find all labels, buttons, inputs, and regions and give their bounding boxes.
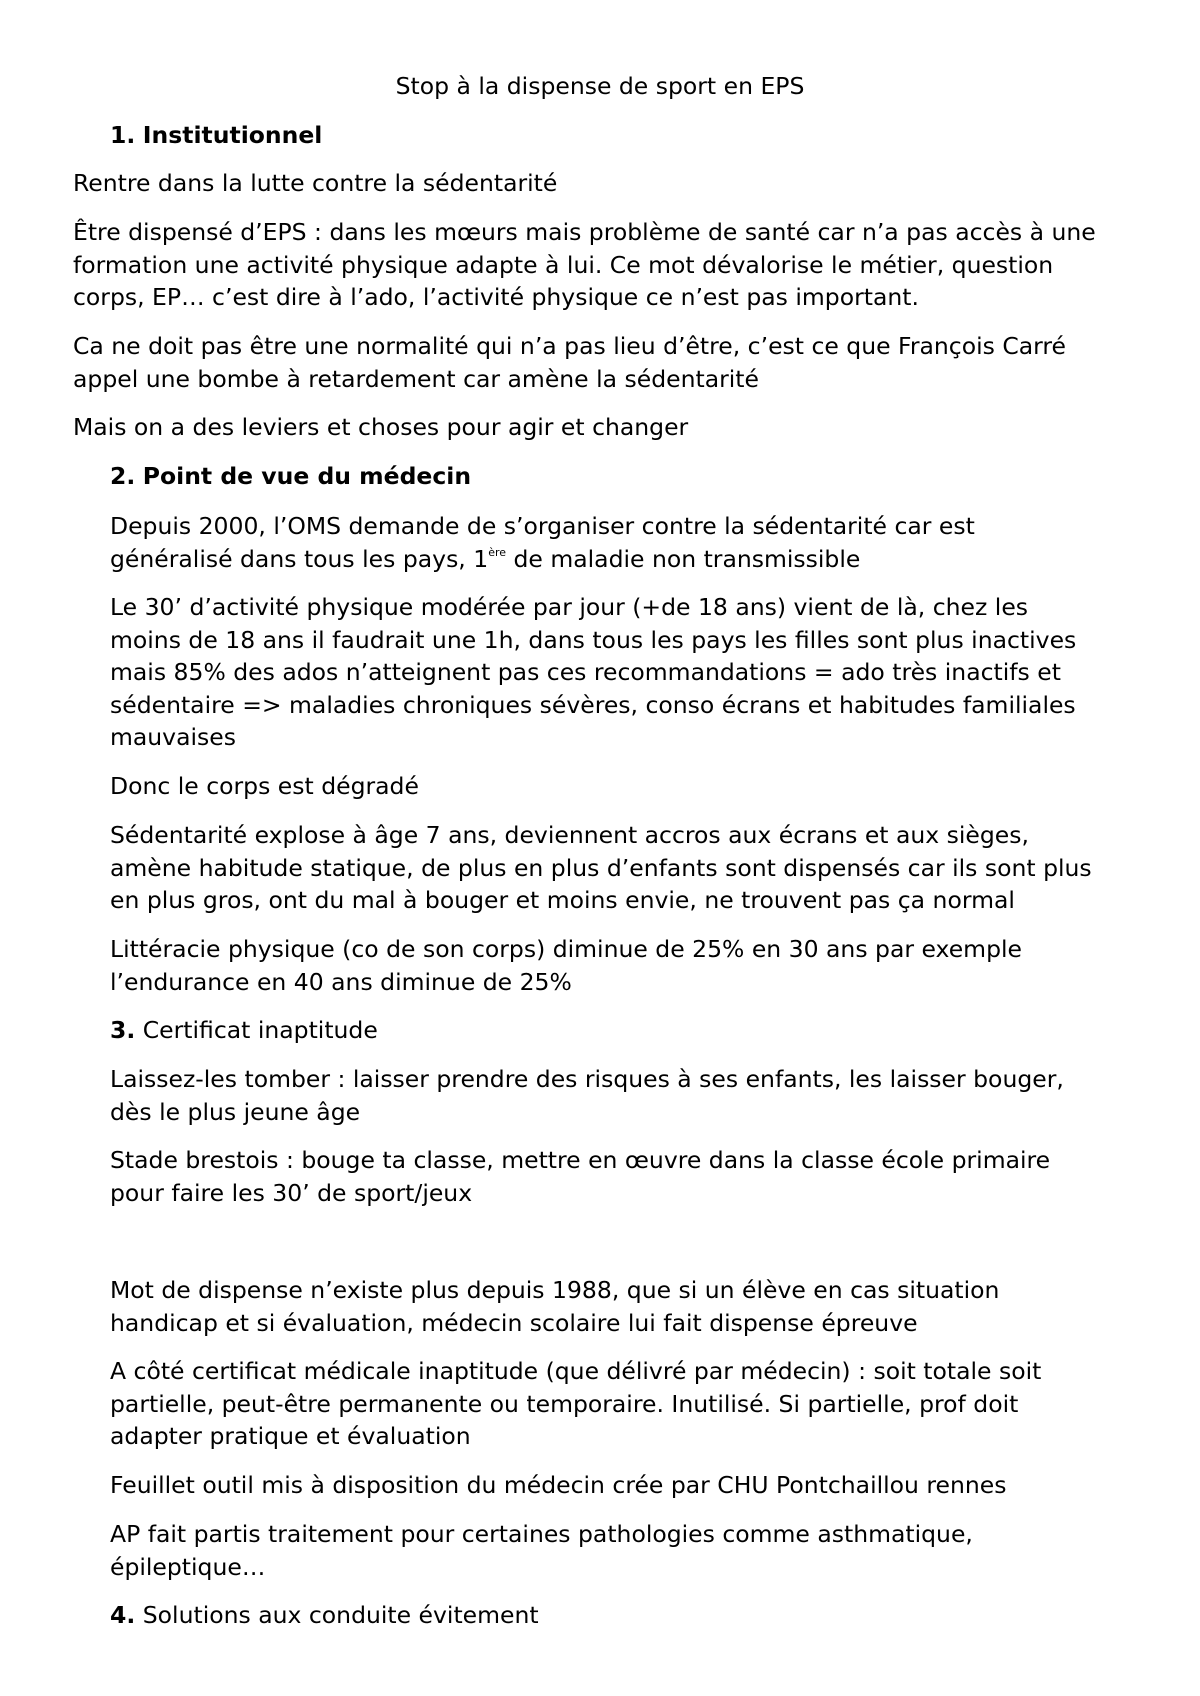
paragraph-line: moins de 18 ans il faudrait une 1h, dans tous les pays les filles sont plus inactives xyxy=(110,625,1077,654)
paragraph-line: formation une activité physique adapte à lui. Ce mot dévalorise le métier, question xyxy=(73,250,1054,279)
text-run: de maladie non transmissible xyxy=(506,544,861,573)
paragraph-line: Sédentarité explose à âge 7 ans, deviennent accros aux écrans et aux sièges, xyxy=(110,821,1029,849)
paragraph xyxy=(110,933,1022,998)
paragraph xyxy=(110,1144,1050,1209)
paragraph-line: Être dispensé d’EPS : dans les mœurs mais problème de santé car n’a pas accès à une xyxy=(73,218,1096,246)
section-number: 2. xyxy=(110,462,136,490)
section-1-heading xyxy=(110,119,322,152)
section-title: Certificat inaptitude xyxy=(142,1016,378,1044)
paragraph-line: adapter pratique et évaluation xyxy=(110,1422,471,1450)
paragraph-line: appel une bombe à retardement car amène la sédentarité xyxy=(73,364,759,393)
paragraph-line: l’endurance en 40 ans diminue de 25% xyxy=(110,967,572,996)
paragraph-line: corps, EP… c’est dire à l’ado, l’activité physique ce n’est pas important. xyxy=(73,283,919,311)
paragraph xyxy=(110,591,1076,754)
document-title: Stop à la dispense de sport en EPS xyxy=(395,72,805,100)
paragraph-line: Stade brestois : bouge ta classe, mettre en œuvre dans la classe école primaire xyxy=(110,1146,1051,1174)
paragraph-line: Mot de dispense n’existe plus depuis 1988, que si un élève en cas situation xyxy=(110,1276,1000,1304)
paragraph xyxy=(110,1063,1064,1128)
paragraph-line: pour faire les 30’ de sport/jeux xyxy=(110,1178,473,1207)
paragraph-line: Le 30’ d’activité physique modérée par jour (+de 18 ans) vient de là, chez les xyxy=(110,593,1029,621)
paragraph-line: amène habitude statique, de plus en plus d’enfants sont dispensés car ils sont plus xyxy=(110,853,1092,882)
section-number: 4. xyxy=(110,1601,136,1629)
section-number: 3. xyxy=(110,1016,136,1044)
paragraph-line: sédentaire => maladies chroniques sévères, conso écrans et habitudes familiales xyxy=(110,690,1076,719)
paragraph-line: handicap et si évaluation, médecin scolaire lui fait dispense épreuve xyxy=(110,1308,918,1337)
paragraph: Mais on a des leviers et choses pour agir et changer xyxy=(73,413,689,441)
section-4-heading xyxy=(110,1599,539,1632)
paragraph: Rentre dans la lutte contre la sédentarité xyxy=(73,169,558,197)
section-3-heading xyxy=(110,1014,378,1047)
paragraph-line: AP fait partis traitement pour certaines pathologies comme asthmatique, xyxy=(110,1520,973,1548)
paragraph-line: Laissez-les tomber : laisser prendre des risques à ses enfants, les laisser bouger, xyxy=(110,1065,1064,1093)
ordinal-superscript: ère xyxy=(488,545,507,559)
paragraph-line: A côté certificat médicale inaptitude (que délivré par médecin) : soit totale soit xyxy=(110,1357,1042,1385)
paragraph xyxy=(110,510,975,575)
paragraph-line: mauvaises xyxy=(110,723,236,751)
paragraph-line: en plus gros, ont du mal à bouger et moins envie, ne trouvent pas ça normal xyxy=(110,886,1015,914)
paragraph-line: Ca ne doit pas être une normalité qui n’a pas lieu d’être, c’est ce que François Carré xyxy=(73,332,1067,360)
paragraph: Feuillet outil mis à disposition du médecin crée par CHU Pontchaillou rennes xyxy=(110,1471,1007,1499)
section-title: Solutions aux conduite évitement xyxy=(142,1601,539,1629)
section-2-heading xyxy=(110,460,471,493)
paragraph-line: Littéracie physique (co de son corps) diminue de 25% en 30 ans par exemple xyxy=(110,935,1022,963)
paragraph-line: épileptique… xyxy=(110,1552,266,1581)
paragraph xyxy=(110,819,1092,917)
paragraph-line: dès le plus jeune âge xyxy=(110,1097,361,1126)
paragraph xyxy=(73,216,1096,314)
paragraph-line: partielle, peut-être permanente ou temporaire. Inutilisé. Si partielle, prof doit xyxy=(110,1389,1019,1418)
section-number: 1. xyxy=(110,121,136,149)
text-run: généralisé dans tous les pays, 1 xyxy=(110,544,489,573)
paragraph-line: Depuis 2000, l’OMS demande de s’organiser contre la sédentarité car est xyxy=(110,512,975,540)
section-title: Institutionnel xyxy=(142,121,323,149)
section-title: Point de vue du médecin xyxy=(142,462,472,490)
paragraph xyxy=(110,1274,999,1339)
paragraph xyxy=(110,1518,973,1583)
paragraph-line xyxy=(110,543,975,576)
paragraph xyxy=(73,330,1066,395)
paragraph xyxy=(110,1355,1041,1453)
paragraph: Donc le corps est dégradé xyxy=(110,772,419,800)
paragraph-line: mais 85% des ados n’atteignent pas ces recommandations = ado très inactifs et xyxy=(110,658,1061,686)
